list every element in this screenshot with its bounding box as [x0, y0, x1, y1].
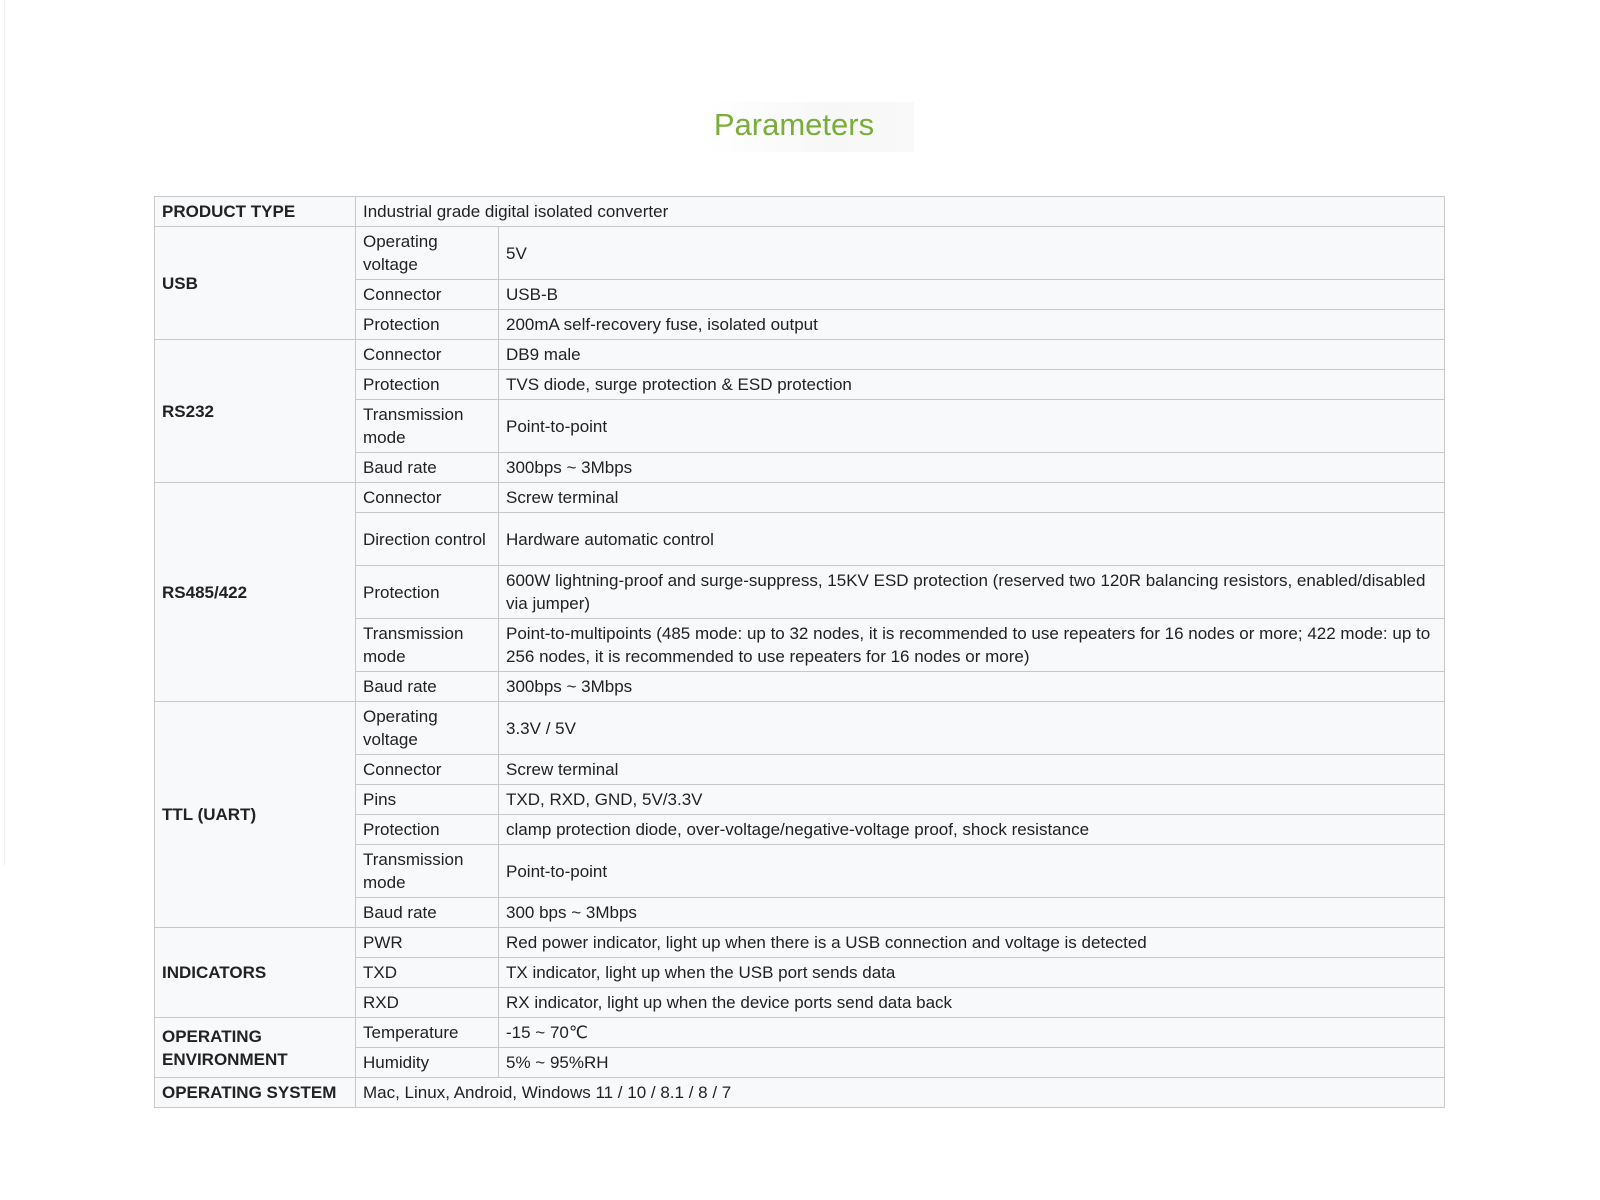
- spec-name: Temperature: [356, 1018, 499, 1048]
- spec-name: RXD: [356, 988, 499, 1018]
- spec-value: 300 bps ~ 3Mbps: [499, 898, 1445, 928]
- spec-value: USB-B: [499, 280, 1445, 310]
- spec-name: Transmission mode: [356, 400, 499, 453]
- spec-value: Screw terminal: [499, 755, 1445, 785]
- spec-name: Direction control: [356, 513, 499, 566]
- spec-value: Red power indicator, light up when there is a USB connection and voltage is detected: [499, 928, 1445, 958]
- table-row: [155, 483, 1445, 513]
- product-type-value: Industrial grade digital isolated converter: [356, 197, 1445, 227]
- spec-value: 200mA self-recovery fuse, isolated output: [499, 310, 1445, 340]
- category-product-type: PRODUCT TYPE: [155, 197, 356, 227]
- table-row: [155, 1018, 1445, 1048]
- spec-value: TX indicator, light up when the USB port sends data: [499, 958, 1445, 988]
- spec-name: Operating voltage: [356, 702, 499, 755]
- table-row: [155, 197, 1445, 227]
- spec-value: Point-to-point: [499, 845, 1445, 898]
- category-operating-system: OPERATING SYSTEM: [155, 1078, 356, 1108]
- spec-value: TXD, RXD, GND, 5V/3.3V: [499, 785, 1445, 815]
- spec-value: 300bps ~ 3Mbps: [499, 453, 1445, 483]
- spec-name: Pins: [356, 785, 499, 815]
- spec-value: 3.3V / 5V: [499, 702, 1445, 755]
- category-usb: USB: [155, 227, 356, 340]
- spec-name: Connector: [356, 483, 499, 513]
- spec-name: Baud rate: [356, 898, 499, 928]
- spec-name: Baud rate: [356, 453, 499, 483]
- spec-name: Connector: [356, 755, 499, 785]
- spec-name: Protection: [356, 370, 499, 400]
- spec-value: Point-to-point: [499, 400, 1445, 453]
- spec-name: Transmission mode: [356, 619, 499, 672]
- category-operating-environment: OPERATING ENVIRONMENT: [155, 1018, 356, 1078]
- spec-value: Hardware automatic control: [499, 513, 1445, 566]
- spec-value: 600W lightning-proof and surge-suppress, 15KV ESD protection (reserved two 120R balancing resistors, enabled/disabled via jumper): [499, 566, 1445, 619]
- spec-name: PWR: [356, 928, 499, 958]
- spec-value: clamp protection diode, over-voltage/negative-voltage proof, shock resistance: [499, 815, 1445, 845]
- spec-value: 5% ~ 95%RH: [499, 1048, 1445, 1078]
- table-row: [155, 1078, 1445, 1108]
- spec-name: Baud rate: [356, 672, 499, 702]
- spec-value: Screw terminal: [499, 483, 1445, 513]
- spec-value: TVS diode, surge protection & ESD protection: [499, 370, 1445, 400]
- page-title: Parameters: [706, 102, 914, 152]
- spec-value: 300bps ~ 3Mbps: [499, 672, 1445, 702]
- category-rs485-422: RS485/422: [155, 483, 356, 702]
- title-container: [0, 102, 1600, 152]
- category-ttl-uart: TTL (UART): [155, 702, 356, 928]
- spec-value: RX indicator, light up when the device ports send data back: [499, 988, 1445, 1018]
- spec-name: Connector: [356, 280, 499, 310]
- spec-name: Protection: [356, 566, 499, 619]
- category-rs232: RS232: [155, 340, 356, 483]
- category-indicators: INDICATORS: [155, 928, 356, 1018]
- spec-value: Point-to-multipoints (485 mode: up to 32 nodes, it is recommended to use repeaters for 16 nodes or more; 422 mode: up to 256 nodes, it is recommended to use repeaters for 16 nodes or more): [499, 619, 1445, 672]
- table-row: [155, 340, 1445, 370]
- table-row: [155, 928, 1445, 958]
- spec-name: Humidity: [356, 1048, 499, 1078]
- table-row: [155, 227, 1445, 280]
- spec-name: Transmission mode: [356, 845, 499, 898]
- spec-name: Protection: [356, 310, 499, 340]
- spec-name: TXD: [356, 958, 499, 988]
- table-row: [155, 702, 1445, 755]
- spec-name: Connector: [356, 340, 499, 370]
- parameters-table: [154, 196, 1445, 1108]
- spec-value: -15 ~ 70℃: [499, 1018, 1445, 1048]
- operating-system-value: Mac, Linux, Android, Windows 11 / 10 / 8.1 / 8 / 7: [356, 1078, 1445, 1108]
- spec-name: Operating voltage: [356, 227, 499, 280]
- spec-name: Protection: [356, 815, 499, 845]
- spec-value: DB9 male: [499, 340, 1445, 370]
- spec-value: 5V: [499, 227, 1445, 280]
